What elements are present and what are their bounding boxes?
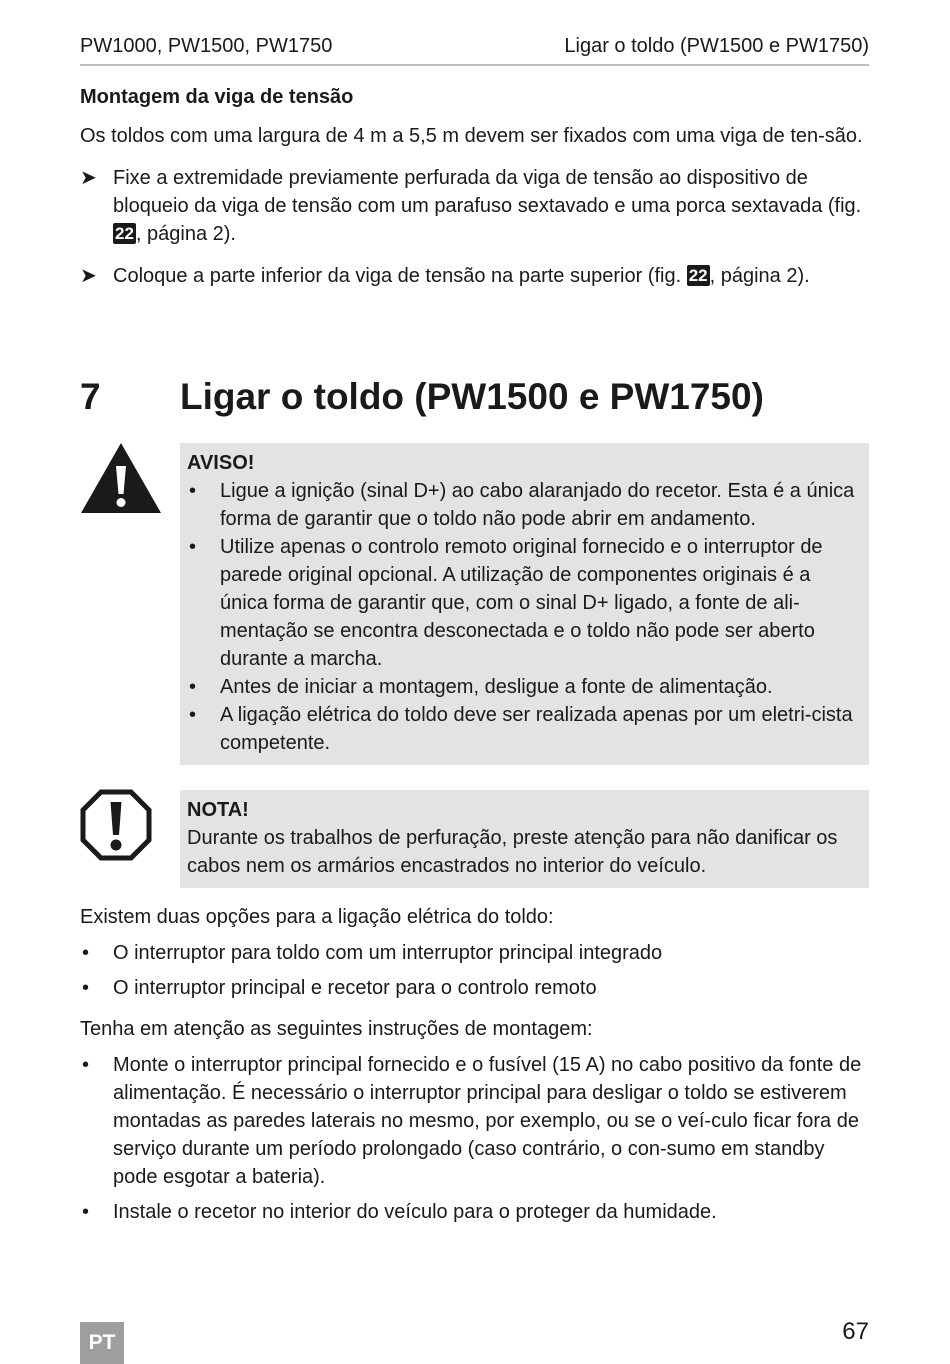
manual-page <box>80 0 869 1364</box>
warning-triangle-icon <box>80 441 162 515</box>
warning-item <box>187 701 862 757</box>
warning-item <box>187 673 862 701</box>
chapter-number: 7 <box>80 376 101 417</box>
arrow-icon: ➤ <box>80 167 97 189</box>
warning-item-text: Utilize apenas o controlo remoto original fornecido e o interruptor de parede original opcional. A utilização de componentes originais é a única forma de garantir que, com o sinal D+ ligado, a fonte de ali-mentação se encontra desconectada e o toldo não pode ser aberto durante a marcha. <box>220 536 823 670</box>
step-text: Coloque a parte inferior da viga de tensão na parte superior (fig. <box>113 265 687 287</box>
warning-item-text: A ligação elétrica do toldo deve ser realizada apenas por um eletri-cista competente. <box>220 704 853 754</box>
list-item <box>80 974 869 1002</box>
bullet-icon: • <box>82 1201 90 1223</box>
language-tab: PT <box>80 1322 124 1364</box>
note-title: NOTA! <box>187 799 249 821</box>
figure-reference: 22 <box>688 266 708 285</box>
page-number: 67 <box>842 1318 869 1345</box>
step-item <box>80 262 869 290</box>
list-item-text: Instale o recetor no interior do veículo para o proteger da humidade. <box>113 1201 717 1223</box>
warning-item-text: Antes de iniciar a montagem, desligue a fonte de alimentação. <box>220 676 773 698</box>
step-text-after: , página 2). <box>135 223 236 245</box>
step-item <box>80 164 869 248</box>
bullet-icon: • <box>82 942 90 964</box>
step-text: Fixe a extremidade previamente perfurada da viga de tensão ao dispositivo de bloqueio da viga de tensão com um parafuso sextavado e uma porca sextavada (fig. <box>113 167 862 217</box>
list-item <box>80 1051 869 1191</box>
page-header <box>80 34 869 66</box>
note-box <box>180 790 869 888</box>
bullet-icon: • <box>82 977 90 999</box>
warning-item <box>187 477 862 533</box>
warning-item <box>187 533 862 673</box>
step-text-after: , página 2). <box>709 265 810 287</box>
list-item-text: O interruptor principal e recetor para o controlo remoto <box>113 977 597 999</box>
note-text: Durante os trabalhos de perfuração, preste atenção para não danificar os cabos nem os armários encastrados no interior do veículo. <box>187 827 838 877</box>
instructions-intro: Tenha em atenção as seguintes instruções de montagem: <box>80 1018 593 1040</box>
bullet-icon: • <box>189 704 197 726</box>
tension-beam-section <box>80 84 869 304</box>
bullet-icon: • <box>189 676 197 698</box>
warning-title: AVISO! <box>187 452 255 474</box>
list-item <box>80 939 869 967</box>
list-item-text: O interruptor para toldo com um interruptor principal integrado <box>113 942 663 964</box>
list-item <box>80 1198 869 1226</box>
octagon-exclamation-icon <box>80 789 152 861</box>
tension-beam-intro: Os toldos com uma largura de 4 m a 5,5 m devem ser fixados com uma viga de ten-são. <box>80 125 863 147</box>
connection-section <box>80 903 869 1233</box>
list-item-text: Monte o interruptor principal fornecido e o fusível (15 A) no cabo positivo da fonte de alimentação. É necessário o interruptor principal para desligar o toldo se estiverem montadas as paredes laterais no mesmo, por exemplo, ou se o veí-culo ficar fora de serviço durante um período prolongado (caso contrário, o con-sumo em standby pode esgotar a bateria). <box>113 1054 862 1188</box>
tension-beam-heading: Montagem da viga de tensão <box>80 86 354 108</box>
connection-intro: Existem duas opções para a ligação elétrica do toldo: <box>80 906 554 928</box>
chapter-title: Ligar o toldo (PW1500 e PW1750) <box>180 376 764 417</box>
bullet-icon: • <box>82 1054 90 1076</box>
figure-reference: 22 <box>115 224 134 243</box>
warning-box <box>180 443 869 765</box>
arrow-icon: ➤ <box>80 265 97 287</box>
warning-item-text: Ligue a ignição (sinal D+) ao cabo alaranjado do recetor. Esta é a única forma de garantir que o toldo não pode abrir em andamento. <box>220 480 855 530</box>
header-models: PW1000, PW1500, PW1750 <box>80 35 333 57</box>
bullet-icon: • <box>189 480 197 502</box>
bullet-icon: • <box>189 536 197 558</box>
header-section: Ligar o toldo (PW1500 e PW1750) <box>564 35 869 57</box>
